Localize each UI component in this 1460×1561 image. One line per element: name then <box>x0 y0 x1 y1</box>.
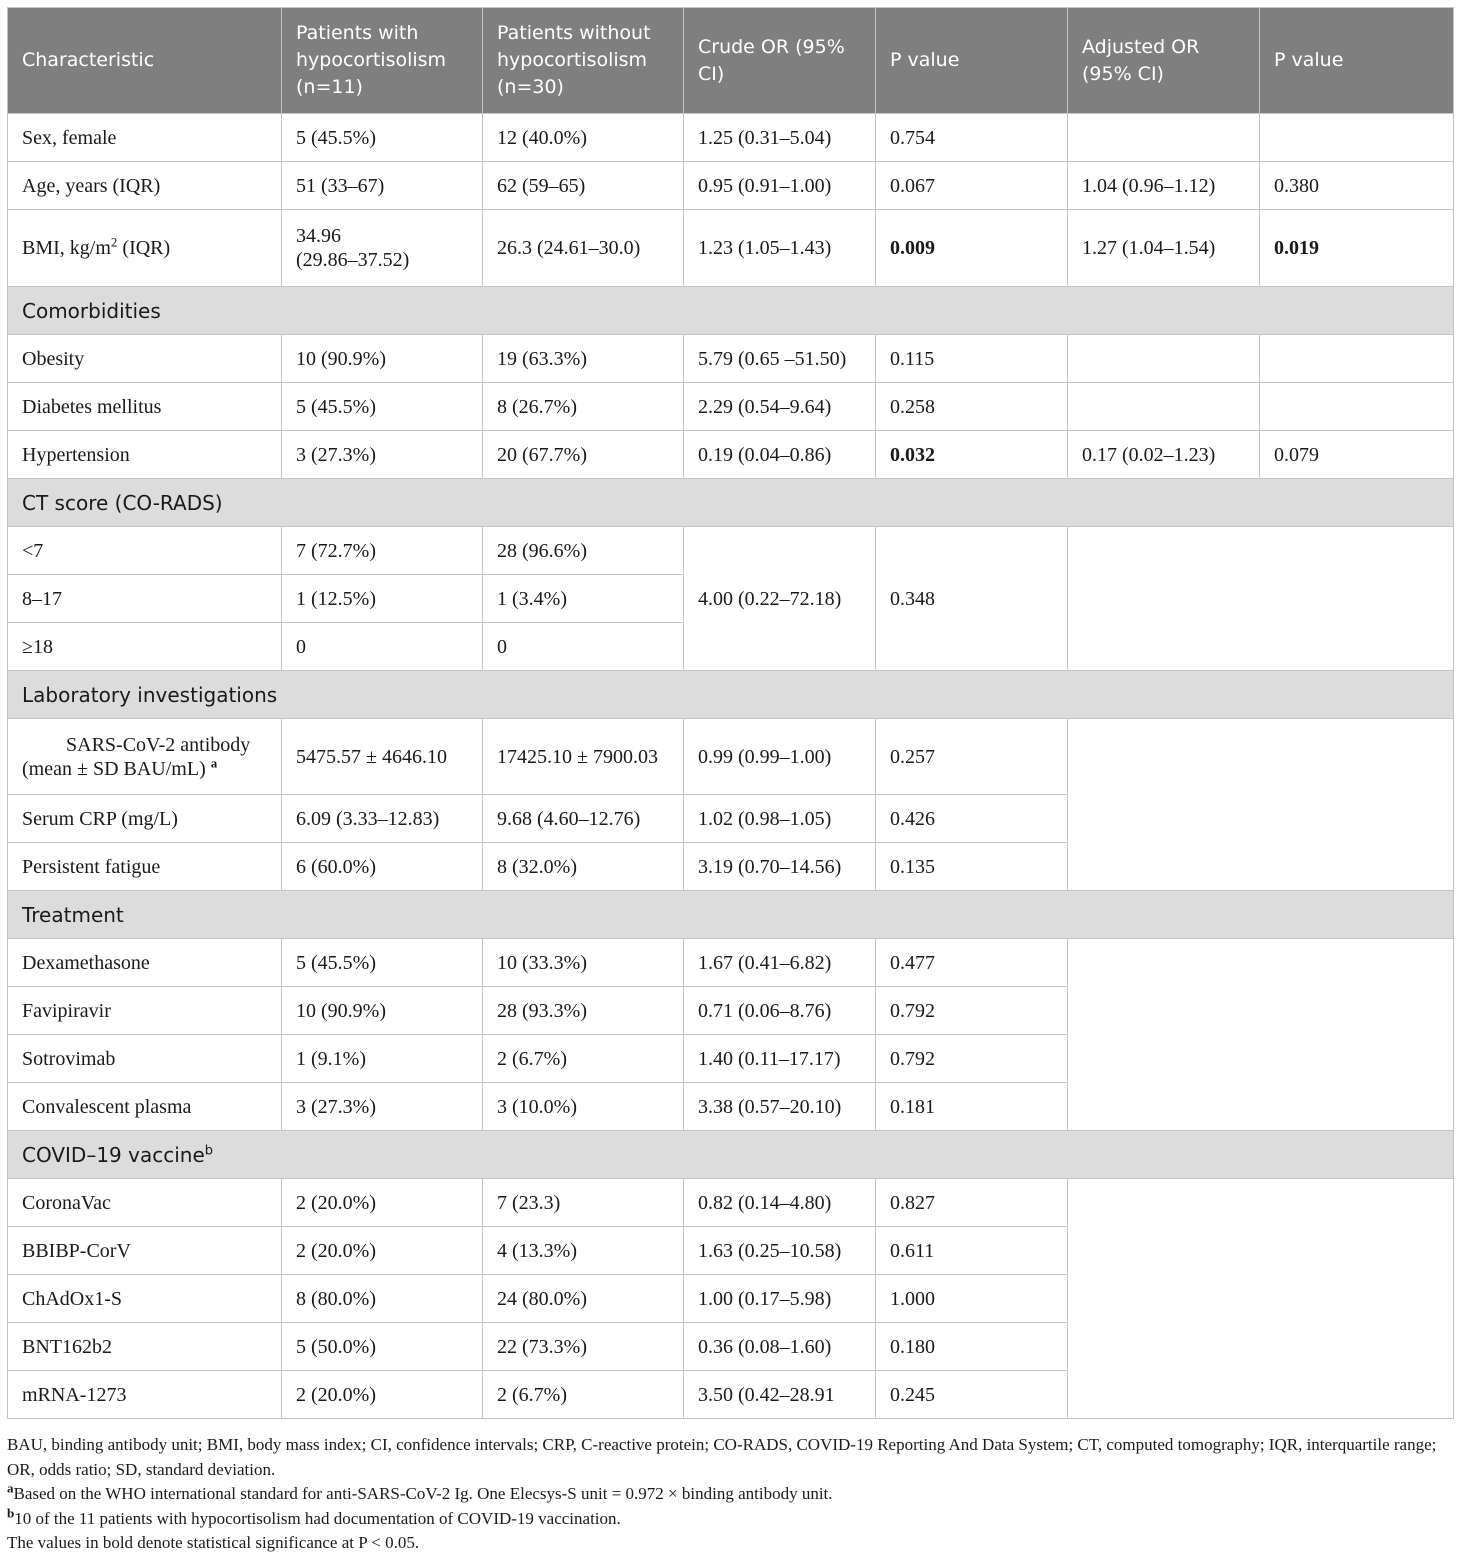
cell-p-value: 0.180 <box>876 1323 1068 1371</box>
cell-crude-or: 1.23 (1.05–1.43) <box>684 210 876 287</box>
table-row <box>8 1179 1454 1227</box>
table-row <box>8 431 1454 479</box>
table-footnotes <box>7 1433 1455 1556</box>
row-label: BNT162b2 <box>8 1323 282 1371</box>
row-label: Persistent fatigue <box>8 843 282 891</box>
col-header-crude-or: Crude OR (95% CI) <box>684 8 876 114</box>
cell-without: 17425.10 ± 7900.03 <box>483 719 684 795</box>
cell-p-value: 0.115 <box>876 335 1068 383</box>
cell-empty <box>1068 1179 1454 1419</box>
cell-with: 51 (33–67) <box>282 162 483 210</box>
table-row <box>8 210 1454 287</box>
footnote-b-text: 10 of the 11 patients with hypocortisolism had documentation of COVID-19 vaccination. <box>14 1508 621 1528</box>
footnote-a <box>7 1482 1455 1507</box>
results-table <box>7 7 1454 1419</box>
cell-without: 24 (80.0%) <box>483 1275 684 1323</box>
cell-without: 10 (33.3%) <box>483 939 684 987</box>
footnote-a-mark: a <box>7 1480 14 1496</box>
cell-with: 7 (72.7%) <box>282 527 483 575</box>
cell-with: 3 (27.3%) <box>282 431 483 479</box>
bmi-with-line1: 34.96 <box>296 225 341 247</box>
section-row <box>8 891 1454 939</box>
footnote-bold-note: The values in bold denote statistical significance at P < 0.05. <box>7 1533 420 1553</box>
table-row <box>8 527 1454 575</box>
cell-crude-or: 2.29 (0.54–9.64) <box>684 383 876 431</box>
cell-crude-or: 1.25 (0.31–5.04) <box>684 114 876 162</box>
cell-adjusted-or: 1.27 (1.04–1.54) <box>1068 210 1260 287</box>
antibody-label-line2 <box>22 754 267 781</box>
footnote-a-marker: a <box>210 754 218 770</box>
cell-without: 26.3 (24.61–30.0) <box>483 210 684 287</box>
cell-crude-or: 0.36 (0.08–1.60) <box>684 1323 876 1371</box>
section-title-vaccine <box>8 1131 1454 1179</box>
table-row <box>8 719 1454 795</box>
row-label: 8–17 <box>8 575 282 623</box>
cell-adjusted-p: 0.019 <box>1260 210 1454 287</box>
section-title-ct-score: CT score (CO-RADS) <box>8 479 1454 527</box>
section-title-comorbidities: Comorbidities <box>8 287 1454 335</box>
cell-with: 8 (80.0%) <box>282 1275 483 1323</box>
row-label: ChAdOx1-S <box>8 1275 282 1323</box>
cell-p-value: 0.792 <box>876 987 1068 1035</box>
table-row <box>8 335 1454 383</box>
footnote-a-text: Based on the WHO international standard for anti-SARS-CoV-2 Ig. One Elecsys-S unit = 0.972 × binding antibody unit. <box>13 1484 833 1504</box>
row-label: <7 <box>8 527 282 575</box>
vaccine-title-text: COVID–19 vaccine <box>22 1142 205 1167</box>
cell-without: 1 (3.4%) <box>483 575 684 623</box>
table-row <box>8 383 1454 431</box>
section-row <box>8 479 1454 527</box>
cell-adjusted-or: 0.17 (0.02–1.23) <box>1068 431 1260 479</box>
cell-with: 5 (45.5%) <box>282 114 483 162</box>
row-label: Diabetes mellitus <box>8 383 282 431</box>
footnote-abbreviations: BAU, binding antibody unit; BMI, body mass index; CI, confidence intervals; CRP, C-reactive protein; CO-RADS, COVID-19 Reporting And Data System; CT, computed tomography; IQR, interquartile range; OR, odds ratio; SD, standard deviation. <box>7 1435 1437 1479</box>
cell-without: 3 (10.0%) <box>483 1083 684 1131</box>
cell-without: 28 (96.6%) <box>483 527 684 575</box>
row-label <box>8 210 282 287</box>
cell-with: 5 (50.0%) <box>282 1323 483 1371</box>
cell-without: 7 (23.3) <box>483 1179 684 1227</box>
col-header-p-value: P value <box>876 8 1068 114</box>
cell-with: 6 (60.0%) <box>282 843 483 891</box>
cell-without: 8 (26.7%) <box>483 383 684 431</box>
row-label: Dexamethasone <box>8 939 282 987</box>
cell-empty <box>1068 719 1454 891</box>
cell-without: 2 (6.7%) <box>483 1371 684 1419</box>
cell-with: 2 (20.0%) <box>282 1227 483 1275</box>
cell-with: 10 (90.9%) <box>282 987 483 1035</box>
cell-p-value: 0.257 <box>876 719 1068 795</box>
cell-empty <box>1260 383 1454 431</box>
cell-crude-or: 0.19 (0.04–0.86) <box>684 431 876 479</box>
section-row <box>8 1131 1454 1179</box>
cell-p-value: 0.792 <box>876 1035 1068 1083</box>
cell-empty <box>1260 114 1454 162</box>
cell-crude-or: 3.38 (0.57–20.10) <box>684 1083 876 1131</box>
cell-crude-or: 1.02 (0.98–1.05) <box>684 795 876 843</box>
bmi-with-line2: (29.86–37.52) <box>296 249 410 271</box>
row-label: Obesity <box>8 335 282 383</box>
cell-p-value: 0.348 <box>876 527 1068 671</box>
row-label: Sex, female <box>8 114 282 162</box>
section-title-treatment: Treatment <box>8 891 1454 939</box>
cell-crude-or: 1.00 (0.17–5.98) <box>684 1275 876 1323</box>
cell-crude-or: 0.71 (0.06–8.76) <box>684 987 876 1035</box>
cell-with: 6.09 (3.33–12.83) <box>282 795 483 843</box>
section-row <box>8 287 1454 335</box>
cell-empty <box>1260 335 1454 383</box>
cell-crude-or: 3.19 (0.70–14.56) <box>684 843 876 891</box>
header-row <box>8 8 1454 114</box>
bmi-label-post: (IQR) <box>117 237 171 259</box>
cell-without: 28 (93.3%) <box>483 987 684 1035</box>
cell-crude-or: 4.00 (0.22–72.18) <box>684 527 876 671</box>
cell-without: 0 <box>483 623 684 671</box>
cell-with: 5 (45.5%) <box>282 383 483 431</box>
bmi-label-sup: 2 <box>110 234 118 250</box>
cell-empty <box>1068 527 1454 671</box>
cell-without: 9.68 (4.60–12.76) <box>483 795 684 843</box>
antibody-label-line2-text: (mean ± SD BAU/mL) <box>22 757 206 780</box>
cell-crude-or: 5.79 (0.65 –51.50) <box>684 335 876 383</box>
cell-p-value: 0.827 <box>876 1179 1068 1227</box>
cell-without: 2 (6.7%) <box>483 1035 684 1083</box>
cell-with <box>282 210 483 287</box>
cell-p-value: 0.032 <box>876 431 1068 479</box>
cell-p-value: 0.181 <box>876 1083 1068 1131</box>
cell-p-value: 0.754 <box>876 114 1068 162</box>
cell-with: 1 (12.5%) <box>282 575 483 623</box>
table-row <box>8 114 1454 162</box>
cell-with: 3 (27.3%) <box>282 1083 483 1131</box>
antibody-label-line1: SARS-CoV-2 antibody <box>66 733 251 756</box>
col-header-adjusted-or: Adjusted OR (95% CI) <box>1068 8 1260 114</box>
cell-crude-or: 0.99 (0.99–1.00) <box>684 719 876 795</box>
cell-p-value: 0.135 <box>876 843 1068 891</box>
row-label: BBIBP-CorV <box>8 1227 282 1275</box>
row-label: CoronaVac <box>8 1179 282 1227</box>
cell-crude-or: 1.63 (0.25–10.58) <box>684 1227 876 1275</box>
row-label: Sotrovimab <box>8 1035 282 1083</box>
cell-without: 4 (13.3%) <box>483 1227 684 1275</box>
section-title-laboratory: Laboratory investigations <box>8 671 1454 719</box>
cell-adjusted-p: 0.079 <box>1260 431 1454 479</box>
col-header-characteristic: Characteristic <box>8 8 282 114</box>
col-header-with-hypocortisolism: Patients with hypocortisolism (n=11) <box>282 8 483 114</box>
row-label: Convalescent plasma <box>8 1083 282 1131</box>
cell-with: 0 <box>282 623 483 671</box>
cell-without: 12 (40.0%) <box>483 114 684 162</box>
cell-crude-or: 1.67 (0.41–6.82) <box>684 939 876 987</box>
cell-with: 1 (9.1%) <box>282 1035 483 1083</box>
row-label: mRNA-1273 <box>8 1371 282 1419</box>
bmi-label-pre: BMI, kg/m <box>22 237 111 259</box>
cell-empty <box>1068 939 1454 1131</box>
cell-p-value: 0.611 <box>876 1227 1068 1275</box>
table-row <box>8 162 1454 210</box>
row-label: Hypertension <box>8 431 282 479</box>
cell-adjusted-p: 0.380 <box>1260 162 1454 210</box>
cell-p-value: 0.067 <box>876 162 1068 210</box>
cell-crude-or: 1.40 (0.11–17.17) <box>684 1035 876 1083</box>
cell-without: 20 (67.7%) <box>483 431 684 479</box>
row-label: Serum CRP (mg/L) <box>8 795 282 843</box>
cell-with: 5 (45.5%) <box>282 939 483 987</box>
cell-p-value: 0.245 <box>876 1371 1068 1419</box>
cell-with: 5475.57 ± 4646.10 <box>282 719 483 795</box>
row-label <box>8 719 282 795</box>
cell-crude-or: 0.82 (0.14–4.80) <box>684 1179 876 1227</box>
cell-without: 62 (59–65) <box>483 162 684 210</box>
cell-p-value: 1.000 <box>876 1275 1068 1323</box>
cell-p-value: 0.009 <box>876 210 1068 287</box>
cell-without: 19 (63.3%) <box>483 335 684 383</box>
cell-p-value: 0.258 <box>876 383 1068 431</box>
col-header-without-hypocortisolism: Patients without hypocortisolism (n=30) <box>483 8 684 114</box>
cell-without: 22 (73.3%) <box>483 1323 684 1371</box>
cell-with: 2 (20.0%) <box>282 1371 483 1419</box>
cell-crude-or: 3.50 (0.42–28.91 <box>684 1371 876 1419</box>
cell-with: 10 (90.9%) <box>282 335 483 383</box>
cell-crude-or: 0.95 (0.91–1.00) <box>684 162 876 210</box>
cell-p-value: 0.426 <box>876 795 1068 843</box>
footnote-b <box>7 1507 1455 1532</box>
footnote-b-mark: b <box>7 1505 15 1521</box>
row-label: Favipiravir <box>8 987 282 1035</box>
cell-without: 8 (32.0%) <box>483 843 684 891</box>
cell-adjusted-or: 1.04 (0.96–1.12) <box>1068 162 1260 210</box>
cell-empty <box>1068 335 1260 383</box>
table-row <box>8 939 1454 987</box>
cell-empty <box>1068 383 1260 431</box>
cell-p-value: 0.477 <box>876 939 1068 987</box>
section-row <box>8 671 1454 719</box>
row-label: Age, years (IQR) <box>8 162 282 210</box>
footnote-b-marker: b <box>204 1142 214 1158</box>
col-header-adjusted-p-value: P value <box>1260 8 1454 114</box>
cell-empty <box>1068 114 1260 162</box>
cell-with: 2 (20.0%) <box>282 1179 483 1227</box>
row-label: ≥18 <box>8 623 282 671</box>
